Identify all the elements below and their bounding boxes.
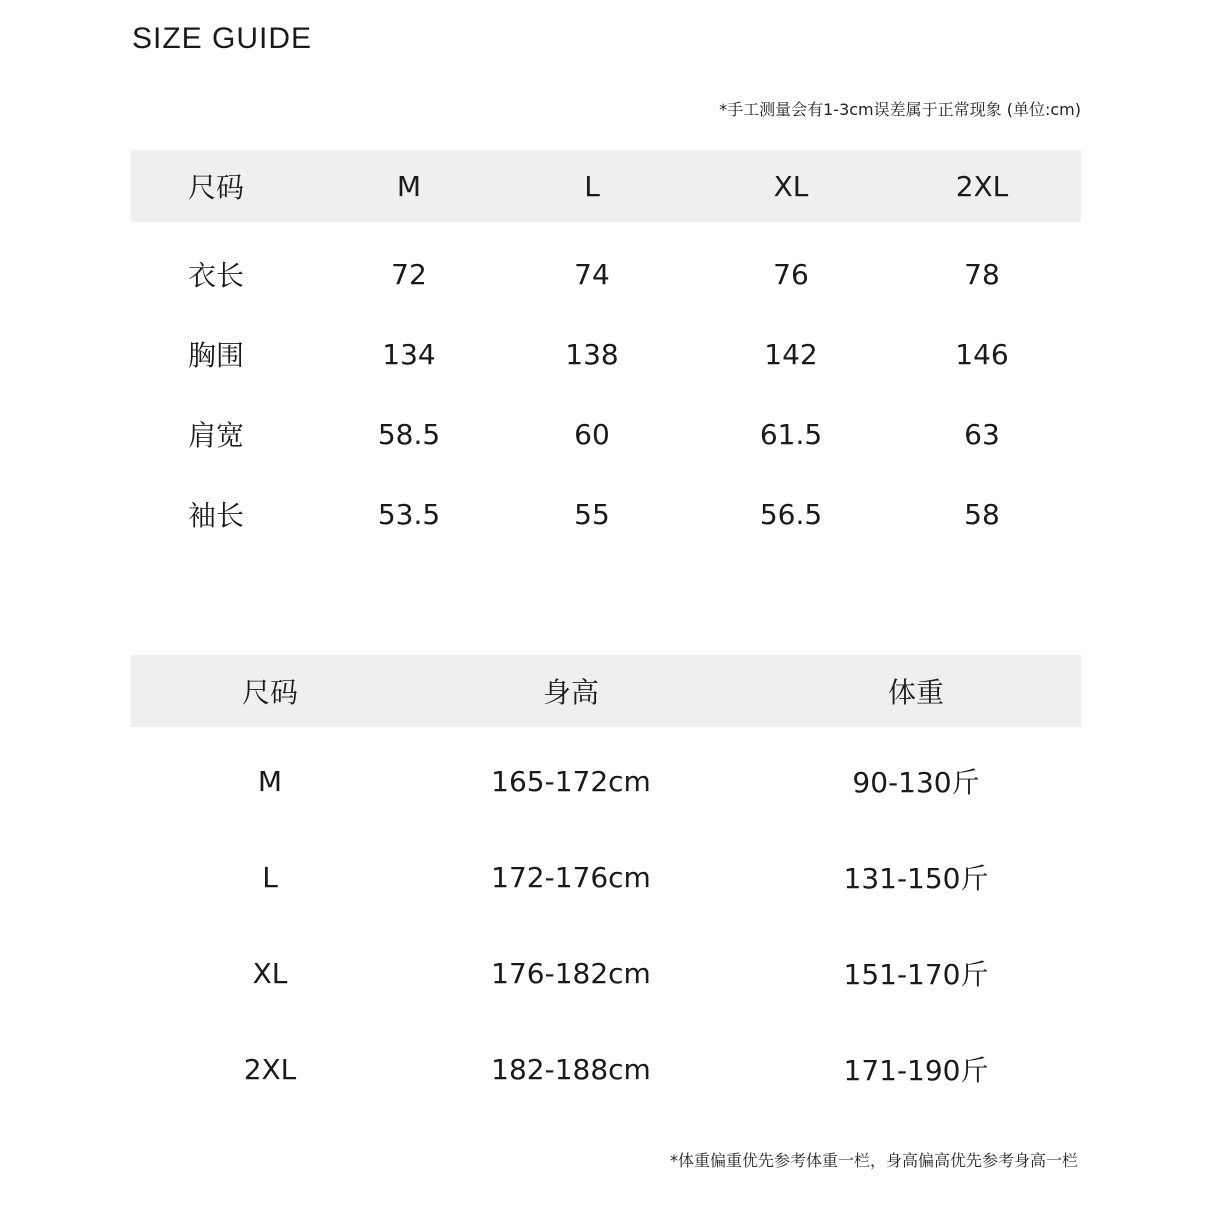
- table-header-row: [131, 655, 1081, 727]
- table-row: [131, 1021, 1081, 1117]
- row-label: 肩宽: [188, 419, 245, 452]
- height-cell: 172-176cm: [491, 860, 651, 894]
- size-cell: L: [262, 860, 278, 894]
- row-label: 袖长: [188, 499, 245, 532]
- table-row: [131, 925, 1081, 1021]
- table-cell: 53.5: [377, 497, 441, 531]
- table-cell: 74: [574, 257, 610, 291]
- size-cell: M: [257, 764, 283, 798]
- table-row: [131, 733, 1081, 829]
- weight-cell: 90-130斤: [852, 766, 980, 799]
- table-cell: 146: [955, 337, 1009, 371]
- header-cell-size: 尺码: [188, 171, 245, 204]
- table-row: [131, 234, 1081, 314]
- table-cell: 60: [574, 417, 610, 451]
- table-row: [131, 829, 1081, 925]
- table-cell: 134: [382, 337, 436, 371]
- weight-cell: 171-190斤: [843, 1054, 989, 1087]
- height-cell: 165-172cm: [491, 764, 651, 798]
- table-cell: 61.5: [759, 417, 823, 451]
- table-row: [131, 474, 1081, 554]
- measurement-note: *手工测量会有1-3cm误差属于正常现象 (单位:cm): [719, 100, 1081, 119]
- table-cell: 63: [964, 417, 1000, 451]
- header-cell-xl: XL: [773, 169, 809, 203]
- header-cell-height: 身高: [542, 676, 599, 709]
- table-row: [131, 314, 1081, 394]
- fit-note: *体重偏重优先参考体重一栏，身高偏高优先参考身高一栏: [669, 1151, 1078, 1170]
- table-cell: 138: [565, 337, 619, 371]
- table-cell: 78: [964, 257, 1000, 291]
- row-label: 胸围: [188, 339, 245, 372]
- table-cell: 58: [964, 497, 1000, 531]
- table-cell: 55: [574, 497, 610, 531]
- table-header-row: [131, 150, 1081, 222]
- header-cell-weight: 体重: [887, 676, 944, 709]
- measurement-table: [131, 150, 1081, 554]
- table-cell: 142: [764, 337, 818, 371]
- header-cell-m: M: [396, 169, 422, 203]
- table-row: [131, 394, 1081, 474]
- weight-cell: 131-150斤: [843, 862, 989, 895]
- row-label: 衣长: [188, 259, 245, 292]
- fit-table: [131, 655, 1081, 1117]
- weight-cell: 151-170斤: [843, 958, 989, 991]
- header-cell-2xl: 2XL: [955, 169, 1009, 203]
- table-cell: 72: [391, 257, 427, 291]
- header-cell-size: 尺码: [241, 676, 298, 709]
- table-cell: 76: [773, 257, 809, 291]
- height-cell: 182-188cm: [491, 1052, 651, 1086]
- height-cell: 176-182cm: [491, 956, 651, 990]
- header-cell-l: L: [584, 169, 600, 203]
- size-cell: XL: [252, 956, 288, 990]
- page-title: SIZE GUIDE: [132, 22, 313, 55]
- table-cell: 58.5: [377, 417, 441, 451]
- size-cell: 2XL: [243, 1052, 297, 1086]
- table-cell: 56.5: [759, 497, 823, 531]
